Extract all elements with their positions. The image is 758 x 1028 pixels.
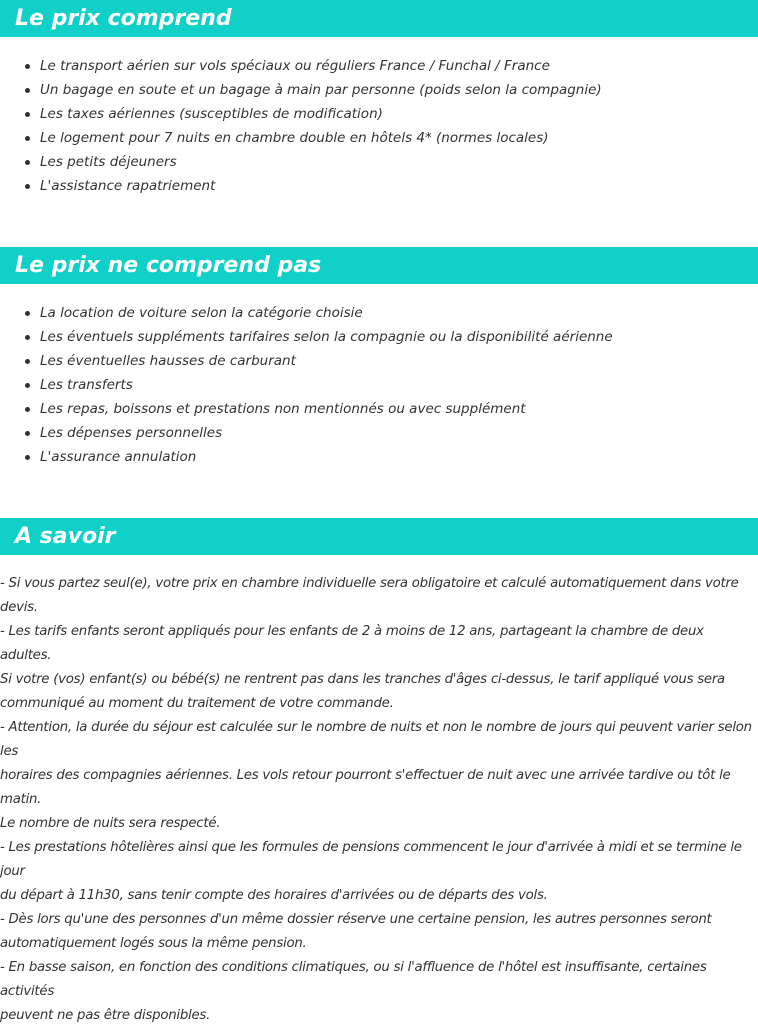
section-title-a-savoir: A savoir (15, 524, 116, 549)
list-item: L'assurance annulation (0, 445, 613, 469)
section-title-not-included: Le prix ne comprend pas (15, 253, 322, 278)
list-item: Le logement pour 7 nuits en chambre double en hôtels 4* (normes locales) (0, 126, 602, 150)
info-line: communiqué au moment du traitement de votre commande. (0, 696, 394, 711)
list-item: Les éventuelles hausses de carburant (0, 349, 613, 373)
info-line: - Dès lors qu'une des personnes d'un même dossier réserve une certaine pension, les autres personnes seront (0, 912, 712, 927)
list-item: L'assistance rapatriement (0, 174, 602, 198)
info-line: - Les tarifs enfants seront appliqués pour les enfants de 2 à moins de 12 ans, partageant la chambre de deux adultes. (0, 624, 704, 663)
info-line: - Les prestations hôtelières ainsi que les formules de pensions commencent le jour d'arrivée à midi et se termine le jour (0, 840, 742, 879)
info-line: Si votre (vos) enfant(s) ou bébé(s) ne rentrent pas dans les tranches d'âges ci-dessus, le tarif appliqué vous sera (0, 672, 725, 687)
info-line: automatiquement logés sous la même pension. (0, 936, 307, 951)
list-item: Les transferts (0, 373, 613, 397)
info-line: - Attention, la durée du séjour est calculée sur le nombre de nuits et non le nombre de jours qui peuvent varier selon les (0, 720, 752, 759)
section-header-a-savoir (0, 518, 758, 555)
list-item: Les taxes aériennes (susceptibles de modification) (0, 102, 602, 126)
list-item: La location de voiture selon la catégorie choisie (0, 301, 613, 325)
not-included-list (0, 301, 613, 469)
list-item: Les éventuels suppléments tarifaires selon la compagnie ou la disponibilité aérienne (0, 325, 613, 349)
info-line: peuvent ne pas être disponibles. (0, 1008, 211, 1023)
info-line: - En basse saison, en fonction des conditions climatiques, ou si l'affluence de l'hôtel est insuffisante, certaines activités (0, 960, 707, 999)
info-line: horaires des compagnies aériennes. Les vols retour pourront s'effectuer de nuit avec une arrivée tardive ou tôt le matin. (0, 768, 731, 807)
list-item: Les repas, boissons et prestations non mentionnés ou avec supplément (0, 397, 613, 421)
list-item: Le transport aérien sur vols spéciaux ou réguliers France / Funchal / France (0, 54, 602, 78)
list-item: Les petits déjeuners (0, 150, 602, 174)
a-savoir-text (0, 572, 758, 1028)
section-title-included: Le prix comprend (15, 6, 232, 31)
list-item: Un bagage en soute et un bagage à main par personne (poids selon la compagnie) (0, 78, 602, 102)
list-item: Les dépenses personnelles (0, 421, 613, 445)
info-line: - Si vous partez seul(e), votre prix en chambre individuelle sera obligatoire et calculé automatiquement dans votre devis. (0, 576, 739, 615)
info-line: du départ à 11h30, sans tenir compte des horaires d'arrivées ou de départs des vols. (0, 888, 548, 903)
section-header-included (0, 0, 758, 37)
section-header-not-included (0, 247, 758, 284)
included-list (0, 54, 602, 198)
info-line: Le nombre de nuits sera respecté. (0, 816, 221, 831)
